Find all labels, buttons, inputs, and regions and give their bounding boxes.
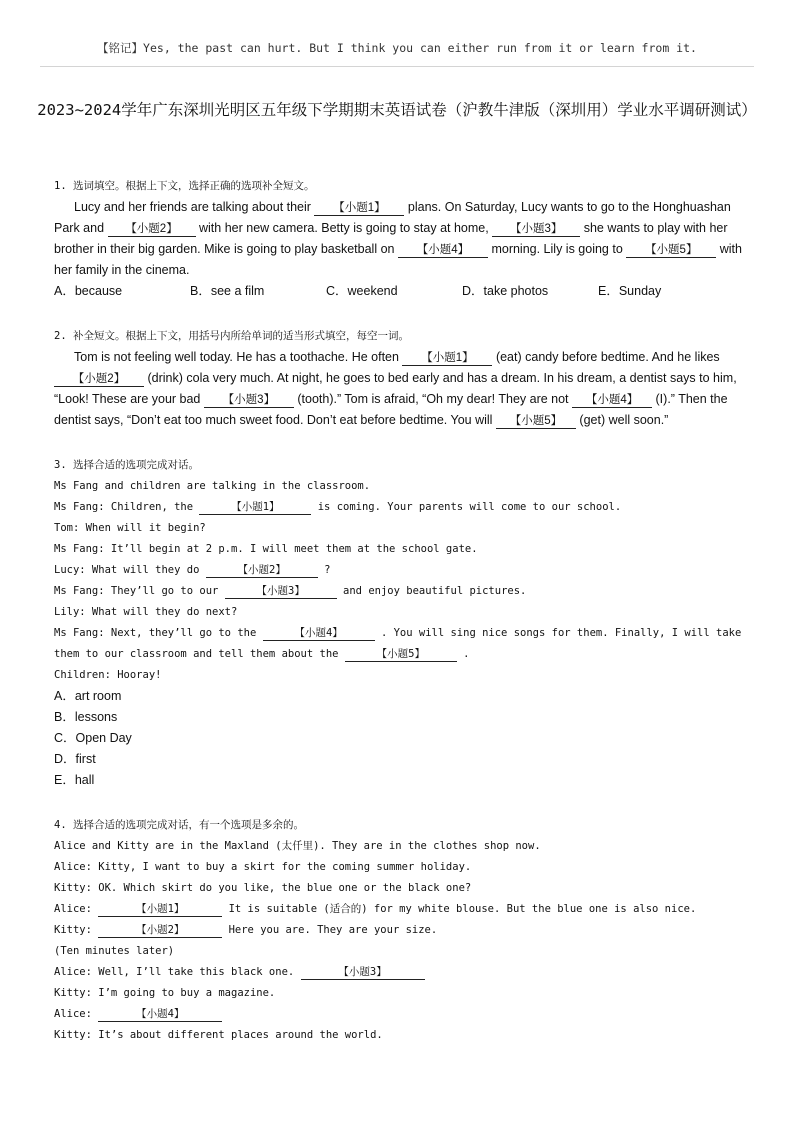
header-quote: 【铭记】Yes, the past can hurt. But I think you can either run from it or learn from it. <box>97 41 697 55</box>
q3-line-8-text-a: Ms Fang: Next, they’ll go to the <box>54 627 257 639</box>
q3-blank-4[interactable]: 【小题4】 <box>263 626 375 641</box>
q1-blank-3[interactable]: 【小题3】 <box>492 222 580 237</box>
q3-blank-5[interactable]: 【小题5】 <box>345 647 457 662</box>
q3-blank-2[interactable]: 【小题2】 <box>206 563 318 578</box>
q3-line-7: Lily: What will they do next? <box>54 606 238 618</box>
q3-option-b[interactable]: B．lessons <box>54 710 118 724</box>
q3-line-2-text-a: Ms Fang: Children, the <box>54 501 194 513</box>
q3-line-6-text-a: Ms Fang: They’ll go to our <box>54 585 219 597</box>
q3-blank-1[interactable]: 【小题1】 <box>199 500 311 515</box>
q3-line-8 <box>54 623 744 665</box>
q3-line-5-text-b: ? <box>324 564 331 576</box>
question-1-heading: 1. 选词填空。根据上下文，选择正确的选项补全短文。 <box>54 180 315 192</box>
q1-blank-5[interactable]: 【小题5】 <box>626 243 716 258</box>
q4-blank-4[interactable]: 【小题4】 <box>98 1007 222 1022</box>
q3-option-d[interactable]: D．first <box>54 752 96 766</box>
q4-line-4 <box>54 899 744 920</box>
q2-text-1: Tom is not feeling well today. He has a toothache. He often <box>74 350 399 364</box>
q3-blank-3[interactable]: 【小题3】 <box>225 584 337 599</box>
q1-text-5: morning. Lily is going to <box>491 242 623 256</box>
q4-blank-2[interactable]: 【小题2】 <box>98 923 222 938</box>
question-3-heading: 3. 选择合适的选项完成对话。 <box>54 459 199 471</box>
q3-line-1: Ms Fang and children are talking in the classroom. <box>54 480 371 492</box>
q3-option-e[interactable]: E．hall <box>54 773 95 787</box>
q4-line-3: Kitty: OK. Which skirt do you like, the blue one or the black one? <box>54 882 472 894</box>
q4-line-9 <box>54 1004 744 1025</box>
q3-line-8-text-c: . <box>463 648 470 660</box>
q2-blank-1[interactable]: 【小题1】 <box>402 351 492 366</box>
question-2-heading: 2. 补全短文。根据上下文，用括号内所给单词的适当形式填空，每空一词。 <box>54 330 409 342</box>
q1-option-b[interactable]: B．see a film <box>190 284 265 298</box>
q4-line-7-text-a: Alice: Well, I’ll take this black one. <box>54 966 295 978</box>
q1-text-4: she wants to play with her brother in their big garden. Mike is going to play basketball on <box>54 221 728 256</box>
q3-line-9: Children: Hooray! <box>54 669 162 681</box>
q1-option-c[interactable]: C．weekend <box>326 284 398 298</box>
q3-line-8-text-b: . You will sing nice songs for them. Finally, I will take them to our classroom and tell them about the <box>54 627 742 660</box>
q2-text-4: (tooth).” Tom is afraid, “Oh my dear! They are not <box>297 392 569 406</box>
exam-content <box>54 176 744 1046</box>
question-2-passage <box>54 347 744 431</box>
q3-option-c[interactable]: C．Open Day <box>54 731 132 745</box>
q4-line-9-text-a: Alice: <box>54 1008 92 1020</box>
q3-line-4: Ms Fang: It’ll begin at 2 p.m. I will meet them at the school gate. <box>54 543 478 555</box>
q4-line-4-text-b: It is suitable (适合的) for my white blouse. But the blue one is also nice. <box>228 903 697 915</box>
q1-text-3: with her new camera. Betty is going to stay at home, <box>199 221 489 235</box>
q4-blank-1[interactable]: 【小题1】 <box>98 902 222 917</box>
q3-line-2 <box>54 497 744 518</box>
q1-text-1: Lucy and her friends are talking about their <box>74 200 311 214</box>
q4-line-8: Kitty: I’m going to buy a magazine. <box>54 987 276 999</box>
q4-line-1: Alice and Kitty are in the Maxland (太仟里). They are in the clothes shop now. <box>54 840 541 852</box>
question-1-options <box>54 281 744 302</box>
q4-line-4-text-a: Alice: <box>54 903 92 915</box>
q4-line-5-text-a: Kitty: <box>54 924 92 936</box>
q1-blank-2[interactable]: 【小题2】 <box>108 222 196 237</box>
q2-blank-5[interactable]: 【小题5】 <box>496 414 576 429</box>
q4-line-6: (Ten minutes later) <box>54 945 175 957</box>
q3-line-5 <box>54 560 744 581</box>
q2-text-6: (get) well soon.” <box>579 413 669 427</box>
q2-blank-2[interactable]: 【小题2】 <box>54 372 144 387</box>
q2-text-5: (I).” Then the dentist says, “Don’t eat too much sweet food. Don’t eat before bedtime. You will <box>54 392 728 427</box>
question-4-heading: 4. 选择合适的选项完成对话，有一个选项是多余的。 <box>54 819 304 831</box>
q2-blank-4[interactable]: 【小题4】 <box>572 393 652 408</box>
q3-line-6 <box>54 581 744 602</box>
q1-text-2: plans. On Saturday, Lucy wants to go to the Honghuashan Park and <box>54 200 731 235</box>
q4-blank-3[interactable]: 【小题3】 <box>301 965 425 980</box>
q3-option-a[interactable]: A．art room <box>54 689 122 703</box>
q1-blank-4[interactable]: 【小题4】 <box>398 243 488 258</box>
q4-line-5 <box>54 920 744 941</box>
q1-option-d[interactable]: D．take photos <box>462 284 549 298</box>
header-divider <box>40 66 754 67</box>
q3-line-3: Tom: When will it begin? <box>54 522 206 534</box>
q4-line-7 <box>54 962 744 983</box>
q4-line-10: Kitty: It’s about different places around the world. <box>54 1029 383 1041</box>
page-title: 2023~2024学年广东深圳光明区五年级下学期期末英语试卷（沪教牛津版（深圳用）学业水平调研测试） <box>37 101 757 119</box>
q1-blank-1[interactable]: 【小题1】 <box>314 201 404 216</box>
q2-text-2: (eat) candy before bedtime. And he likes <box>495 350 720 364</box>
question-1-passage <box>54 197 744 281</box>
q4-line-5-text-b: Here you are. They are your size. <box>228 924 438 936</box>
q3-line-6-text-b: and enjoy beautiful pictures. <box>343 585 527 597</box>
q4-line-2: Alice: Kitty, I want to buy a skirt for the coming summer holiday. <box>54 861 472 873</box>
q3-line-2-text-b: is coming. Your parents will come to our school. <box>317 501 622 513</box>
q1-option-a[interactable]: A．because <box>54 284 123 298</box>
q2-blank-3[interactable]: 【小题3】 <box>204 393 294 408</box>
q2-text-3: (drink) cola very much. At night, he goes to bed early and has a dream. In his dream, a dentist says to him, “Look! These are your bad <box>54 371 737 406</box>
q3-line-5-text-a: Lucy: What will they do <box>54 564 200 576</box>
q1-text-6: with her family in the cinema. <box>54 242 742 277</box>
q1-option-e[interactable]: E．Sunday <box>598 284 662 298</box>
